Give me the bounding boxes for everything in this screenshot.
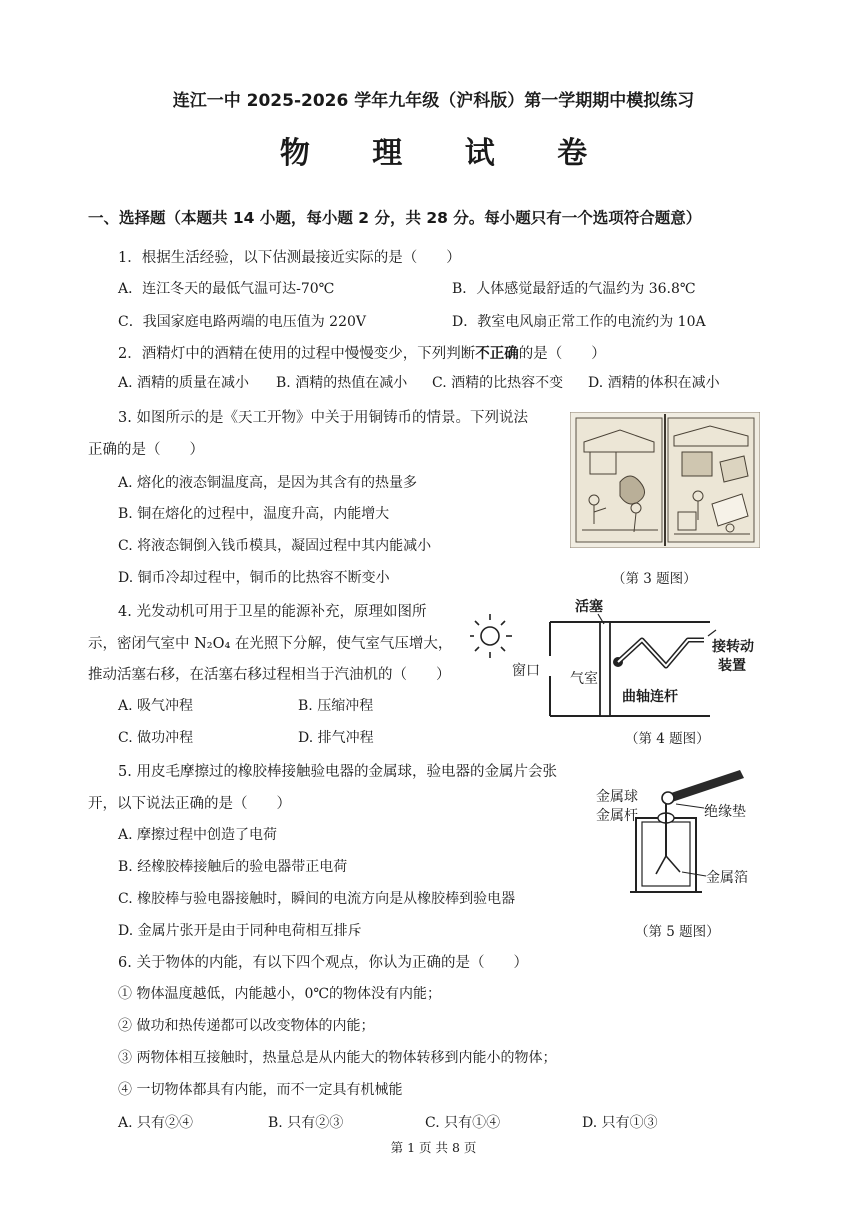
q4-option-c: C. 做功冲程	[118, 730, 194, 746]
q5-label-ball: 金属球	[596, 789, 638, 805]
q4-stem-line3: 推动活塞右移，在活塞右移过程相当于汽油机的（ ）	[88, 667, 451, 683]
q5-stem-line1: 5. 用皮毛摩擦过的橡胶棒接触验电器的金属球，验电器的金属片会张	[118, 764, 557, 780]
q2-stem-pre: 2．酒精灯中的酒精在使用的过程中慢慢变少，下列判断	[118, 346, 476, 362]
q3-book-illustration	[570, 412, 760, 548]
q2-stem	[118, 342, 606, 363]
q4-option-a: A. 吸气冲程	[118, 698, 194, 714]
q4-stem-line1: 4. 光发动机可用于卫星的能源补充，原理如图所	[118, 604, 427, 620]
q1-option-a: A．连江冬天的最低气温可达-70℃	[118, 281, 335, 297]
q3-option-a: A. 熔化的液态铜温度高，是因为其含有的热量多	[118, 475, 418, 491]
q1-option-b: B．人体感觉最舒适的气温约为 36.8℃	[452, 281, 696, 297]
sun-icon	[470, 614, 512, 658]
q5-option-d: D. 金属片张开是由于同种电荷相互排斥	[118, 923, 362, 939]
q4-option-b: B. 压缩冲程	[298, 698, 374, 714]
q4-option-d: D. 排气冲程	[298, 730, 374, 746]
q6-statement-3: ③ 两物体相互接触时，热量总是从内能大的物体转移到内能小的物体；	[118, 1050, 557, 1066]
q4-label-device-line2: 装置	[718, 658, 746, 674]
q1-option-c: C．我国家庭电路两端的电压值为 220V	[118, 314, 366, 330]
q4-label-device-line1: 接转动	[712, 639, 754, 655]
q4-figure-caption: （第 4 题图）	[625, 731, 710, 747]
q5-figure-caption: （第 5 题图）	[635, 924, 720, 940]
q4-label-chamber: 气室	[570, 671, 598, 687]
page-number: 第 1 页 共 8 页	[390, 1140, 477, 1155]
q2-stem-post: 的是（ ）	[518, 346, 606, 362]
q4-label-crank: 曲轴连杆	[622, 689, 678, 705]
q4-label-window: 窗口	[512, 663, 540, 679]
q1-stem: 1．根据生活经验，以下估测最接近实际的是（ ）	[118, 250, 461, 266]
q3-option-b: B. 铜在熔化的过程中，温度升高，内能增大	[118, 506, 390, 522]
q2-option-d: D. 酒精的体积在减小	[588, 375, 720, 391]
q6-stem: 6. 关于物体的内能，有以下四个观点，你认为正确的是（ ）	[118, 955, 528, 971]
q6-statement-1: ① 物体温度越低，内能越小，0℃的物体没有内能；	[118, 986, 442, 1002]
q3-stem-line1: 3. 如图所示的是《天工开物》中关于用铜铸币的情景。下列说法	[118, 410, 528, 426]
q3-figure-caption: （第 3 题图）	[612, 571, 697, 587]
q5-label-foil: 金属箔	[706, 870, 748, 886]
exam-title: 物 理 试 卷	[279, 136, 614, 171]
q3-stem-line2: 正确的是（ ）	[88, 442, 204, 458]
section-heading: 一、选择题（本题共 14 小题，每小题 2 分，共 28 分。每小题只有一个选项符合题意）	[88, 209, 702, 227]
q3-option-d: D. 铜币冷却过程中，铜币的比热容不断变小	[118, 570, 390, 586]
q4-label-piston: 活塞	[575, 599, 603, 615]
q6-statement-2: ② 做功和热传递都可以改变物体的内能；	[118, 1018, 375, 1034]
q2-option-c: C. 酒精的比热容不变	[432, 375, 564, 391]
q2-stem-bold: 不正确	[475, 345, 519, 362]
q5-label-rod: 金属杆	[596, 808, 638, 824]
q5-label-pad: 绝缘垫	[704, 804, 746, 820]
q2-option-a: A. 酒精的质量在减小	[118, 375, 250, 391]
q5-option-c: C. 橡胶棒与验电器接触时，瞬间的电流方向是从橡胶棒到验电器	[118, 891, 516, 907]
q6-option-d: D. 只有①③	[582, 1115, 658, 1131]
q6-statement-4: ④ 一切物体都具有内能，而不一定具有机械能	[118, 1082, 403, 1098]
q1-option-d: D．教室电风扇正常工作的电流约为 10A	[452, 314, 706, 330]
q6-option-c: C. 只有①④	[425, 1115, 501, 1131]
q5-stem-line2: 开，以下说法正确的是（ ）	[88, 796, 291, 812]
q4-stem-line2: 示，密闭气室中 N₂O₄ 在光照下分解，使气室气压增大，	[88, 636, 453, 652]
q2-option-b: B. 酒精的热值在减小	[276, 375, 408, 391]
q6-option-b: B. 只有②③	[268, 1115, 344, 1131]
q5-option-b: B. 经橡胶棒接触后的验电器带正电荷	[118, 859, 348, 875]
q6-option-a: A. 只有②④	[118, 1115, 194, 1131]
exam-subtitle: 连江一中 2025-2026 学年九年级（沪科版）第一学期期中模拟练习	[172, 91, 695, 111]
q3-option-c: C. 将液态铜倒入钱币模具，凝固过程中其内能减小	[118, 538, 432, 554]
q5-option-a: A. 摩擦过程中创造了电荷	[118, 827, 278, 843]
